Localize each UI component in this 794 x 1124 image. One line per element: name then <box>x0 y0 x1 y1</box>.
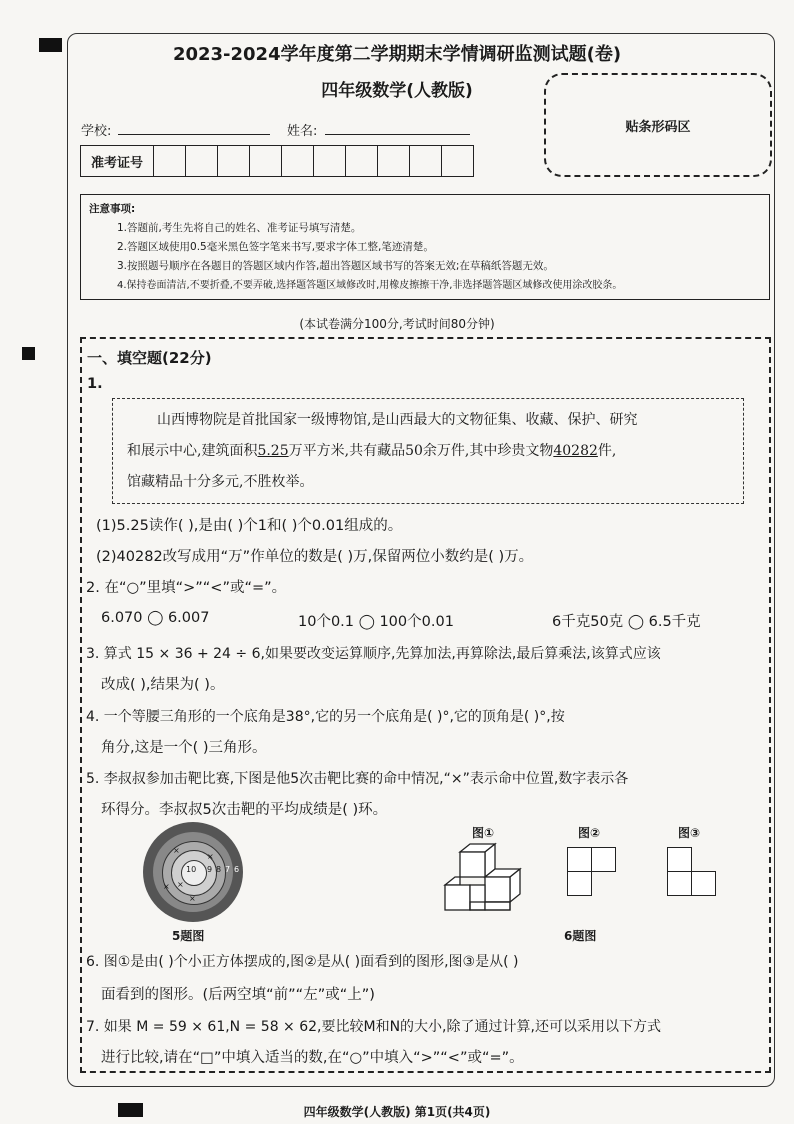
passage-line: 馆藏精品十分多元,不胜枚举。 <box>127 474 314 490</box>
passage-text: 和展示中心,建筑面积 <box>127 443 258 459</box>
exam-id-cell[interactable] <box>378 146 410 176</box>
school-label: 学校: <box>81 124 112 139</box>
view-square <box>691 871 716 896</box>
notes-title: 注意事项: <box>89 203 136 215</box>
compare-item-1: 6.070 ◯ 6.007 <box>101 610 210 626</box>
question-7-line-2: 进行比较,请在“□”中填入适当的数,在“○”中填入“>”“<”或“=”。 <box>101 1050 524 1066</box>
passage-relics-value: 40282 <box>553 443 598 459</box>
ring-label-8: 8 <box>216 865 222 874</box>
exam-id-cell[interactable] <box>442 146 473 176</box>
exam-id-cell[interactable] <box>186 146 218 176</box>
question-1-sub-2: (2)40282改写成用“万”作单位的数是( )万,保留两位小数约是( )万。 <box>96 549 534 565</box>
question-5-line-1: 5. 李叔叔参加击靶比赛,下图是他5次击靶比赛的命中情况,“×”表示命中位置,数字表示各 <box>86 771 629 787</box>
figure-3-label: 图③ <box>678 826 701 840</box>
hit-mark-icon: × <box>207 852 214 861</box>
view-square <box>591 847 616 872</box>
figure-2-label: 图② <box>578 826 601 840</box>
hit-mark-icon: × <box>177 880 184 889</box>
question-1-sub-1: (1)5.25读作( ),是由( )个1和( )个0.01组成的。 <box>96 518 403 534</box>
barcode-area <box>544 73 772 177</box>
view-square <box>567 847 592 872</box>
target-figure <box>143 822 243 922</box>
hit-mark-icon: × <box>163 882 170 891</box>
page-footer: 四年级数学(人教版) 第1页(共4页) <box>303 1105 491 1119</box>
ring-label-6: 6 <box>234 865 240 874</box>
exam-id-label: 准考证号 <box>81 146 154 176</box>
question-4-line-1: 4. 一个等腰三角形的一个底角是38°,它的另一个底角是( )°,它的顶角是( )°,按 <box>86 709 565 725</box>
question-3-line-1: 3. 算式 15 × 36 + 24 ÷ 6,如果要改变运算顺序,先算加法,再算除法,最后算乘法,该算式应该 <box>86 646 661 662</box>
exam-subtitle: 四年级数学(人教版) <box>321 81 473 101</box>
notes-item: 1.答题前,考生先将自己的姓名、准考证号填写清楚。 <box>117 222 362 234</box>
exam-info: (本试卷满分100分,考试时间80分钟) <box>299 317 495 331</box>
passage-line: 山西博物院是首批国家一级博物馆,是山西最大的文物征集、收藏、保护、研究 <box>157 412 638 428</box>
exam-title: 2023-2024学年度第二学期期末学情调研监测试题(卷) <box>172 44 622 65</box>
figure-3-view <box>667 847 717 897</box>
question-1-number: 1. <box>87 376 103 392</box>
exam-id-cell[interactable] <box>250 146 282 176</box>
name-label: 姓名: <box>287 124 318 139</box>
question-3-line-2: 改成( ),结果为( )。 <box>101 677 225 693</box>
exam-id-cell[interactable] <box>314 146 346 176</box>
ring-label-9: 9 <box>207 865 213 874</box>
section-title: 一、填空题(22分) <box>87 349 212 367</box>
name-field[interactable] <box>325 134 470 135</box>
exam-id-cell[interactable] <box>218 146 250 176</box>
exam-id-cell[interactable] <box>346 146 378 176</box>
notes-box <box>80 194 770 300</box>
notes-item: 2.答题区域使用0.5毫米黑色签字笔来书写,要求字体工整,笔迹清楚。 <box>117 241 434 253</box>
compare-item-3: 6千克50克 ◯ 6.5千克 <box>552 614 701 630</box>
passage-text: 件, <box>597 443 617 459</box>
question-6-line-2: 面看到的图形。(后两空填“前”“左”或“上”) <box>101 987 375 1003</box>
view-square <box>667 847 692 872</box>
passage-line <box>127 436 616 466</box>
hit-mark-icon: × <box>173 846 180 855</box>
notes-item: 4.保持卷面清洁,不要折叠,不要弄破,选择题答题区域修改时,用橡皮擦擦干净,非选择题答题区域修改使用涂改胶条。 <box>117 280 623 291</box>
notes-item: 3.按照题号顺序在各题目的答题区域内作答,超出答题区域书写的答案无效;在草稿纸答题无效。 <box>117 260 554 272</box>
barcode-label: 贴条形码区 <box>625 119 691 135</box>
question-5-line-2: 环得分。李叔叔5次击靶的平均成绩是( )环。 <box>101 802 388 818</box>
question-2: 2. 在“○”里填“>”“<”或“=”。 <box>86 580 287 596</box>
registration-mark-middle <box>22 347 35 360</box>
figure-1-label: 图① <box>472 826 495 840</box>
exam-id-cell[interactable] <box>154 146 186 176</box>
figure-6-caption: 6题图 <box>564 929 597 943</box>
question-7-line-1: 7. 如果 M = 59 × 61,N = 58 × 62,要比较M和N的大小,除了通过计算,还可以采用以下方式 <box>86 1019 661 1035</box>
exam-id-box <box>80 145 474 177</box>
figure-5-caption: 5题图 <box>172 929 205 943</box>
question-4-line-2: 角分,这是一个( )三角形。 <box>101 740 267 756</box>
passage-box <box>112 398 744 504</box>
view-square <box>567 871 592 896</box>
school-field[interactable] <box>118 134 270 135</box>
figure-1-cubes <box>440 842 530 922</box>
exam-id-cell[interactable] <box>282 146 314 176</box>
compare-item-2: 10个0.1 ◯ 100个0.01 <box>298 614 454 630</box>
passage-area-value: 5.25 <box>257 443 289 459</box>
exam-id-cell[interactable] <box>410 146 442 176</box>
passage-text: 万平方米,共有藏品50余万件,其中珍贵文物 <box>288 443 554 459</box>
hit-mark-icon: × <box>189 894 196 903</box>
figure-2-view <box>567 847 617 897</box>
ring-label-10: 10 <box>186 865 197 874</box>
view-square <box>667 871 692 896</box>
ring-label-7: 7 <box>225 865 231 874</box>
question-6-line-1: 6. 图①是由( )个小正方体摆成的,图②是从( )面看到的图形,图③是从( ) <box>86 954 519 970</box>
